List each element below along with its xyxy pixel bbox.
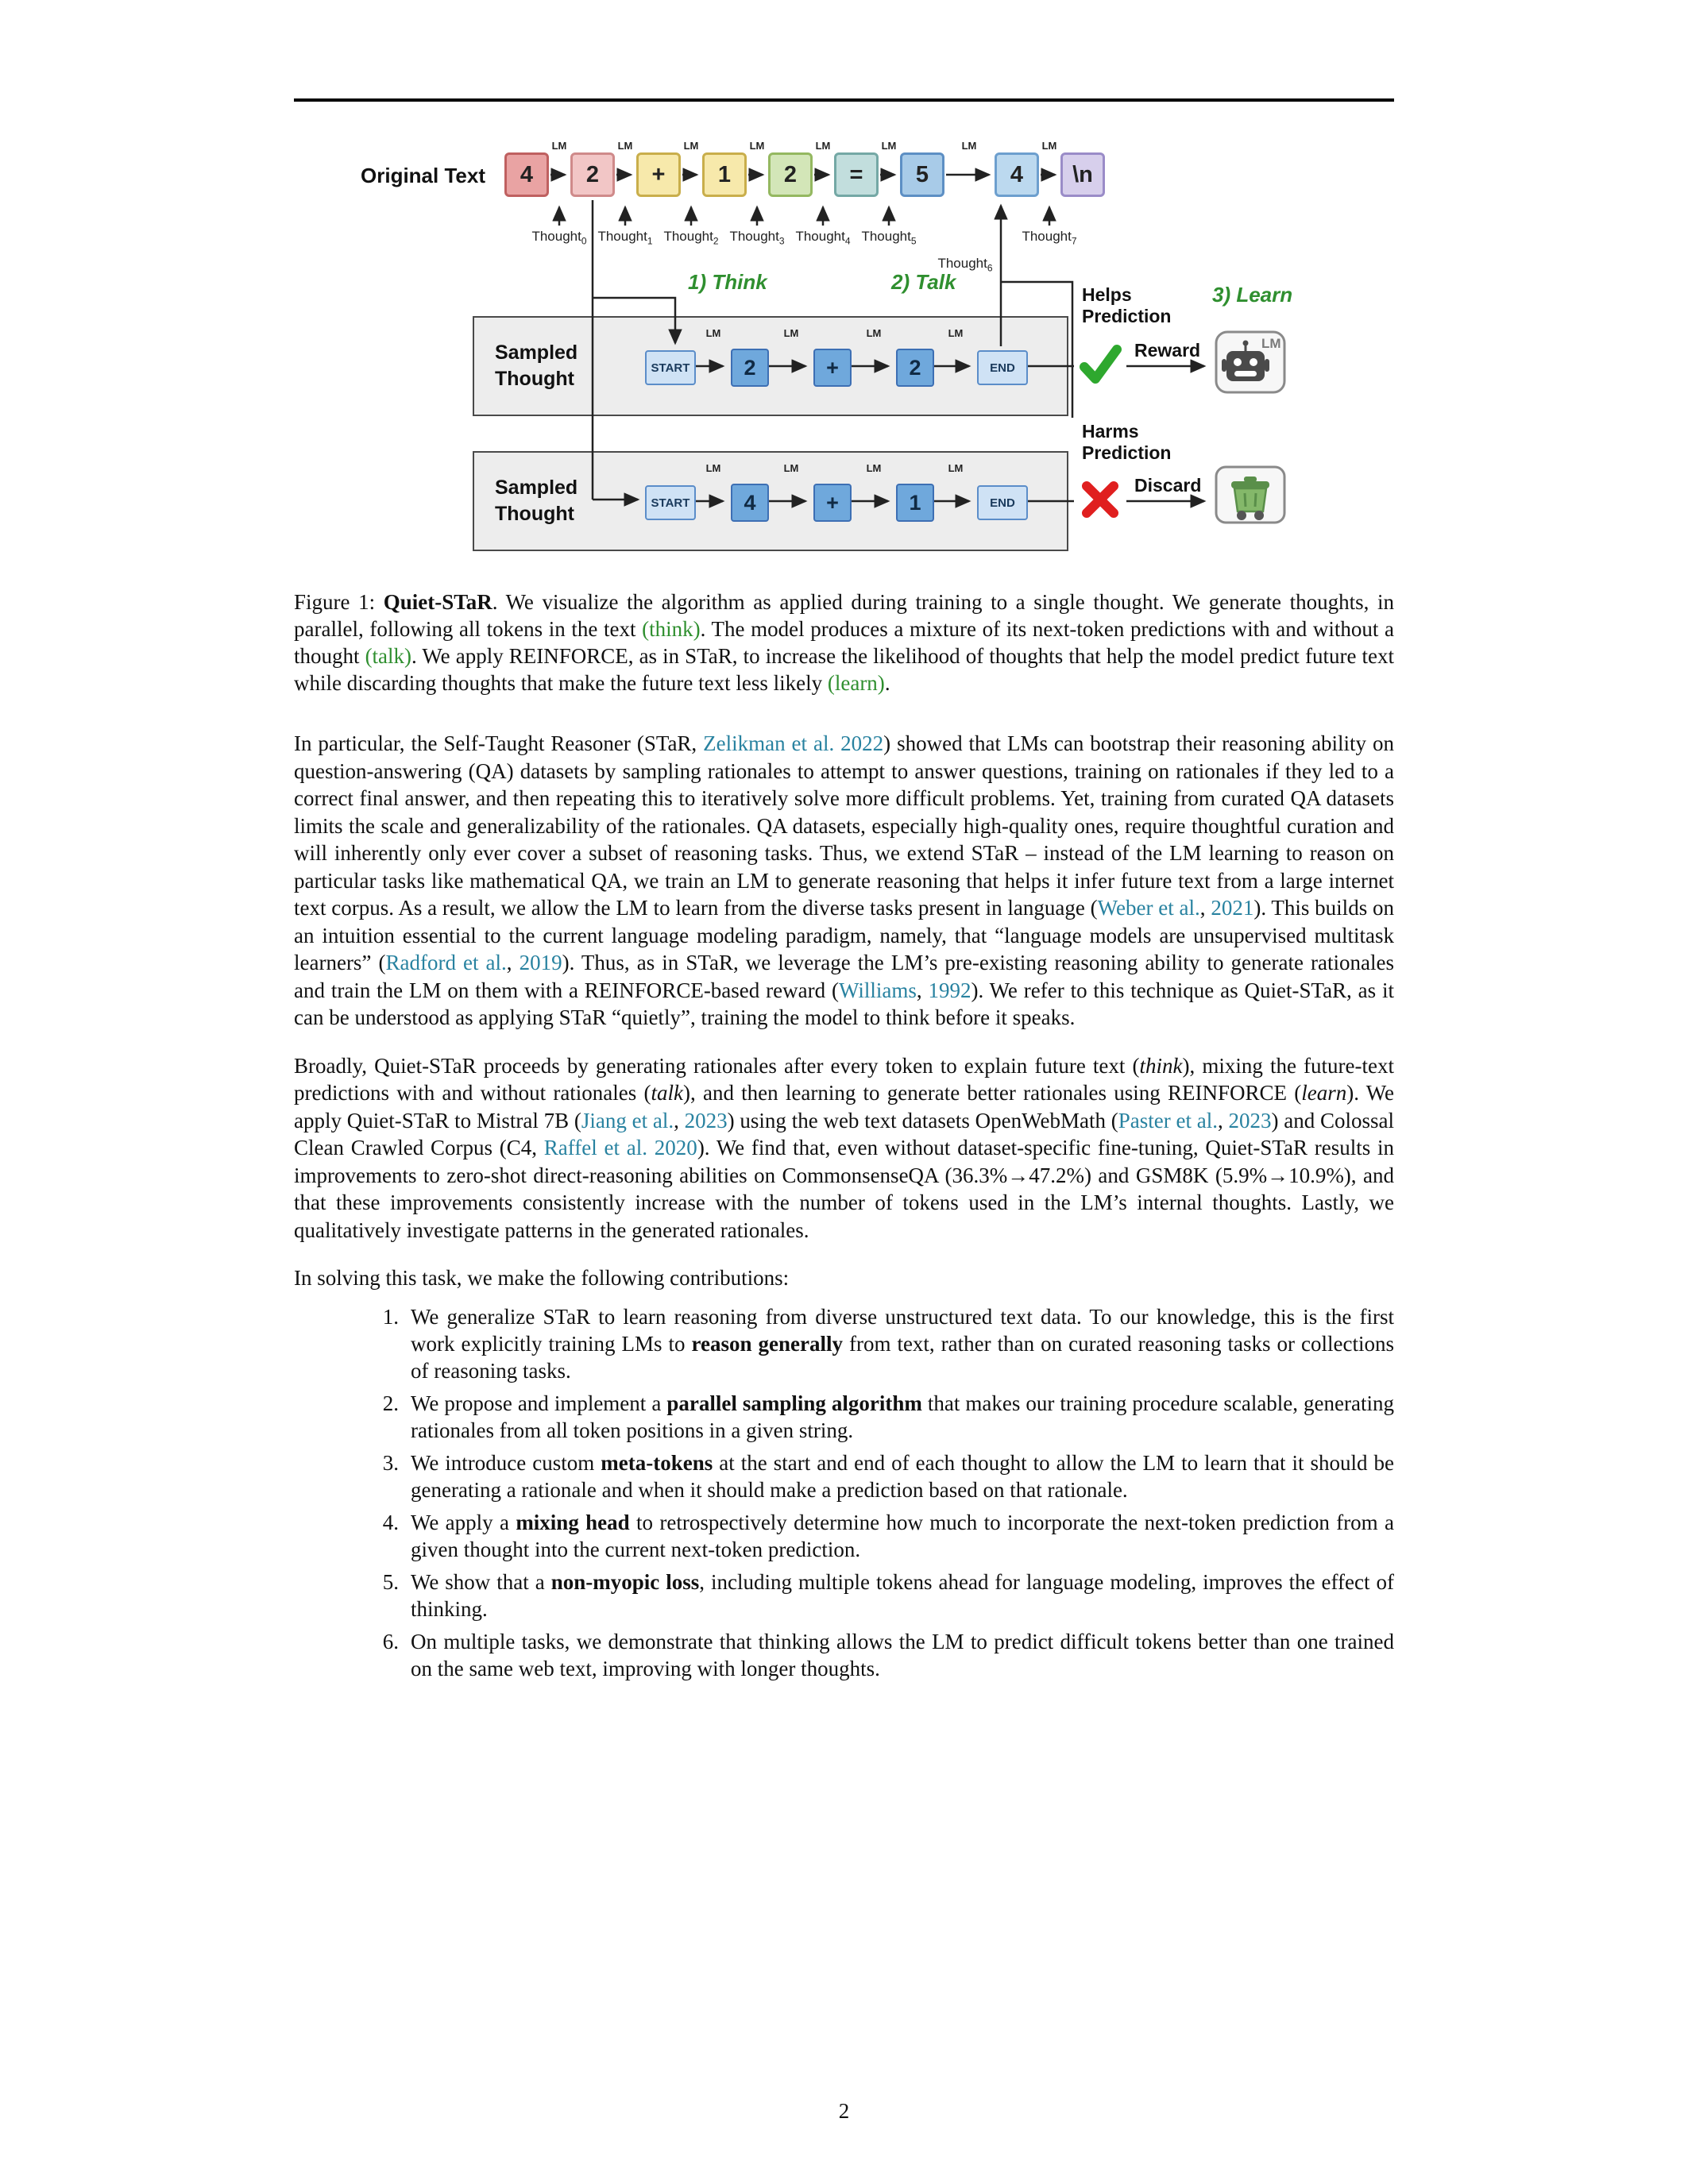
text-segment: that makes our training procedure scalable, generating rationales from all token positions in a given string. — [411, 1391, 1395, 1442]
citation-link[interactable]: Radford et al. — [385, 951, 507, 974]
item-number: 6. — [382, 1629, 399, 1653]
text-segment: at the start and end of each thought to allow the LM to learn that it should be generating a rationale and when it should make a prediction based on that rationale. — [411, 1450, 1394, 1502]
thought-base: Thought — [937, 256, 987, 271]
thought-sub: 3 — [778, 235, 785, 247]
thought-sub: 1 — [647, 235, 653, 247]
lm-label: LM — [617, 140, 633, 152]
text-segment: ). We apply Quiet-STaR to Mistral 7B ( — [294, 1081, 1394, 1133]
lm-label: LM — [749, 140, 765, 152]
item-text — [411, 1509, 1394, 1563]
page-number: 2 — [838, 2099, 850, 2123]
token-box: \n — [1060, 152, 1105, 197]
text-segment: ). Thus, as in STaR, we leverage the LM’s pre-existing reasoning ability to generate rationales and train the LM on them with a REINFORCE-based reward ( — [294, 951, 1394, 1002]
lm-label: LM — [866, 327, 882, 339]
text-segment: Broadly, Quiet-STaR proceeds by generating rationales after every token to explain future text ( — [294, 1053, 1140, 1078]
thought-sub: 2 — [713, 235, 719, 247]
text-segment: . We visualize the algorithm as applied during training to a single thought. We generate thoughts, in parallel, following all tokens in the text — [294, 590, 1395, 641]
item-text — [411, 1449, 1394, 1503]
contribution-item — [294, 1569, 1394, 1623]
thought-token: 4 — [731, 484, 769, 522]
thought-token: 2 — [731, 349, 769, 387]
text-segment: , including multiple tokens ahead for language modeling, improves the effect of thinking. — [411, 1569, 1394, 1621]
thought-sub: 7 — [1071, 235, 1077, 247]
text-segment: (think) — [642, 617, 701, 641]
text-segment: mixing head — [516, 1510, 630, 1534]
token-box: 2 — [570, 152, 615, 197]
sampled-thought-panel-1 — [473, 316, 1068, 416]
text-segment: talk — [651, 1081, 683, 1105]
text-segment: from text, rather than on curated reasoning tasks or collections of reasoning tasks. — [411, 1331, 1394, 1383]
end-token: END — [977, 485, 1028, 520]
item-number: 1. — [382, 1304, 399, 1329]
thought-token: 1 — [896, 484, 934, 522]
text-segment: learn — [1301, 1081, 1347, 1105]
thought-base: Thought — [795, 229, 845, 244]
item-text — [411, 1303, 1394, 1384]
item-text — [411, 1390, 1394, 1444]
text-segment: We show that a — [411, 1569, 551, 1594]
text-segment: ) showed that LMs can bootstrap their reasoning ability on question-answering (QA) datasets by sampling rationales to attempt to answer questions, training on rationales if they led to a correct final answer, and then repeating this to iteratively solve more difficult problems. Yet, training from curated QA datasets limits the scale and generalizability of the rationales. QA datasets, especially high-quality ones, require thoughtful curation and will inherently only ever cover a subset of reasoning tasks. Thus, we extend STaR – instead of the LM learning to reason on particular tasks like mathematical QA, we train an LM to generate reasoning that helps it infer future text from a large internet text corpus. As a result, we allow the LM to learn from the diverse tasks present in language ( — [294, 731, 1394, 920]
citation-link[interactable]: Williams — [838, 978, 917, 1002]
text-segment: Quiet-STaR — [383, 590, 492, 614]
svg-text:LM: LM — [1261, 336, 1281, 351]
thought-label — [853, 229, 925, 246]
text-segment: ) using the web text datasets OpenWebMath ( — [727, 1108, 1118, 1133]
citation-link[interactable]: Paster et al. — [1118, 1108, 1218, 1133]
top-rule — [294, 98, 1394, 102]
text-segment: Figure 1: — [294, 590, 384, 614]
learn-label: 3) Learn — [1212, 283, 1293, 307]
contribution-item — [294, 1628, 1394, 1682]
thought-base: Thought — [531, 229, 581, 244]
thought-label — [1014, 229, 1085, 246]
paragraph-quiet-star — [294, 1052, 1394, 1244]
thought-label — [721, 229, 793, 246]
text-segment: (learn) — [827, 671, 885, 695]
think-label: 1) Think — [688, 270, 767, 294]
paragraph-star — [294, 730, 1394, 1032]
start-token: START — [645, 350, 696, 385]
text-segment: We apply a — [411, 1510, 516, 1534]
text-segment: , — [674, 1108, 685, 1133]
lm-label: LM — [551, 140, 567, 152]
thought-label — [787, 229, 859, 246]
token-box: 2 — [768, 152, 813, 197]
helps-prediction-label: Helps Prediction — [1082, 284, 1172, 327]
thought-base: Thought — [729, 229, 779, 244]
text-segment: non-myopic loss — [550, 1569, 700, 1594]
text-segment: In particular, the Self-Taught Reasoner (STaR, — [294, 731, 704, 755]
lm-label: LM — [783, 462, 799, 474]
end-token: END — [977, 350, 1028, 385]
figure-caption — [294, 588, 1394, 696]
text-segment: , — [1217, 1108, 1229, 1133]
cross-icon — [1077, 477, 1123, 523]
text-segment: We generalize STaR to learn reasoning from diverse unstructured text data. To our knowledge, this is the first work explicitly training LMs to — [411, 1304, 1394, 1356]
text-segment: ), mixing the future-text predictions with and without rationales ( — [294, 1053, 1394, 1105]
text-segment: (talk) — [365, 644, 412, 668]
token-box: 5 — [900, 152, 944, 197]
item-number: 2. — [382, 1391, 399, 1415]
sampled-thought-panel-2 — [473, 451, 1068, 551]
text-segment: ). This builds on an intuition essential to the current language modeling paradigm, namely, that “language models are unsupervised multitask learners” ( — [294, 896, 1394, 974]
token-box: 1 — [702, 152, 747, 197]
text-segment: . The model produces a mixture of its next-token predictions with and without a thought — [294, 617, 1394, 668]
text-segment: , — [506, 951, 520, 974]
page-content — [294, 0, 1394, 1682]
thought-sub: 5 — [910, 235, 917, 247]
contribution-item — [294, 1509, 1394, 1563]
thought-token: + — [813, 349, 852, 387]
thought-token: 2 — [896, 349, 934, 387]
thought-label — [655, 229, 727, 246]
citation-link[interactable]: Weber et al. — [1097, 896, 1200, 920]
thought-base: Thought — [663, 229, 713, 244]
thought-sub: 4 — [844, 235, 851, 247]
lm-label: LM — [881, 140, 897, 152]
thought-label — [589, 229, 661, 246]
text-segment: think — [1139, 1053, 1183, 1078]
contribution-item — [294, 1390, 1394, 1444]
thought-token: + — [813, 484, 852, 522]
lm-label: LM — [705, 327, 721, 339]
lm-label: LM — [1041, 140, 1057, 152]
citation-link[interactable]: 2021 — [1211, 896, 1254, 920]
discard-cart-icon — [1212, 462, 1288, 531]
thought-base: Thought — [1022, 229, 1072, 244]
token-box: 4 — [995, 152, 1039, 197]
lm-label: LM — [948, 462, 964, 474]
robot-lm-icon — [1212, 326, 1288, 399]
text-segment: ) and Colossal Clean Crawled Corpus (C4, — [294, 1108, 1394, 1160]
citation-link[interactable]: Zelikman et al. 2022 — [703, 731, 884, 755]
figure-1-diagram — [294, 135, 1394, 568]
item-text — [411, 1569, 1394, 1623]
lm-label: LM — [948, 327, 964, 339]
item-number: 3. — [382, 1450, 399, 1475]
lm-label: LM — [815, 140, 831, 152]
discard-label: Discard — [1134, 475, 1202, 496]
citation-link[interactable]: Raffel et al. 2020 — [543, 1136, 697, 1160]
original-text-label: Original Text — [361, 164, 485, 187]
citation-link[interactable]: 2023 — [1228, 1108, 1272, 1133]
text-segment: , — [1199, 896, 1211, 920]
lm-label: LM — [705, 462, 721, 474]
item-text — [411, 1628, 1394, 1682]
citation-link[interactable]: 2019 — [519, 951, 562, 974]
harms-prediction-label: Harms Prediction — [1082, 421, 1172, 464]
text-segment: . We apply REINFORCE, as in STaR, to increase the likelihood of thoughts that help the model predict future text while discarding thoughts that make the future text less likely — [294, 644, 1394, 695]
check-icon — [1077, 341, 1123, 388]
text-segment: to retrospectively determine how much to incorporate the next-token prediction from a given thought into the current next-token prediction. — [411, 1510, 1394, 1561]
citation-link[interactable]: 2023 — [684, 1108, 728, 1133]
text-segment: We introduce custom — [411, 1450, 601, 1475]
text-segment: meta-tokens — [601, 1450, 713, 1475]
talk-label: 2) Talk — [891, 270, 956, 294]
token-box: + — [636, 152, 681, 197]
thought-base: Thought — [597, 229, 647, 244]
lm-label: LM — [961, 140, 977, 152]
item-number: 4. — [382, 1510, 399, 1534]
text-segment: We propose and implement a — [411, 1391, 667, 1415]
contributions-intro: In solving this task, we make the following contributions: — [294, 1266, 790, 1290]
text-segment: . — [884, 671, 890, 695]
sampled-thought-label: Sampled Thought — [495, 477, 578, 525]
reward-label: Reward — [1134, 340, 1201, 361]
text-segment: ). We find that, even without dataset-specific fine-tuning, Quiet-STaR results in improvements to zero-shot direct-reasoning abilities on CommonsenseQA (36.3%→47.2%) and GSM8K (5.9%→10.9%), and that these improvements consistently increase with the number of tokens used in the LM’s internal thoughts. Lastly, we qualitatively investigate patterns in the generated rationales. — [294, 1136, 1394, 1242]
start-token: START — [645, 485, 696, 520]
text-segment: reason generally — [691, 1331, 843, 1356]
text-segment: ). We refer to this technique as Quiet-STaR, as it can be understood as applying STaR “quietly”, training the model to think before it speaks. — [294, 978, 1395, 1029]
citation-link[interactable]: 1992 — [928, 978, 971, 1002]
sampled-thought-label: Sampled Thought — [495, 341, 578, 390]
contribution-item — [294, 1449, 1394, 1503]
item-number: 5. — [382, 1569, 399, 1594]
text-segment: ), and then learning to generate better rationales using REINFORCE ( — [683, 1081, 1302, 1105]
lm-label: LM — [783, 327, 799, 339]
lm-label: LM — [683, 140, 699, 152]
thought-label — [523, 229, 595, 246]
thought-base: Thought — [861, 229, 911, 244]
thought-sub: 0 — [581, 235, 587, 247]
contributions-list — [294, 1303, 1394, 1682]
token-box: = — [834, 152, 879, 197]
text-segment: parallel sampling algorithm — [666, 1391, 922, 1415]
citation-link[interactable]: Jiang et al. — [581, 1108, 674, 1133]
thought-sub: 6 — [987, 262, 993, 274]
text-segment: On multiple tasks, we demonstrate that thinking allows the LM to predict difficult tokens better than one trained on the same web text, improving with longer thoughts. — [411, 1629, 1394, 1680]
contribution-item — [294, 1303, 1394, 1384]
text-segment: , — [916, 978, 929, 1002]
token-box: 4 — [504, 152, 549, 197]
lm-label: LM — [866, 462, 882, 474]
